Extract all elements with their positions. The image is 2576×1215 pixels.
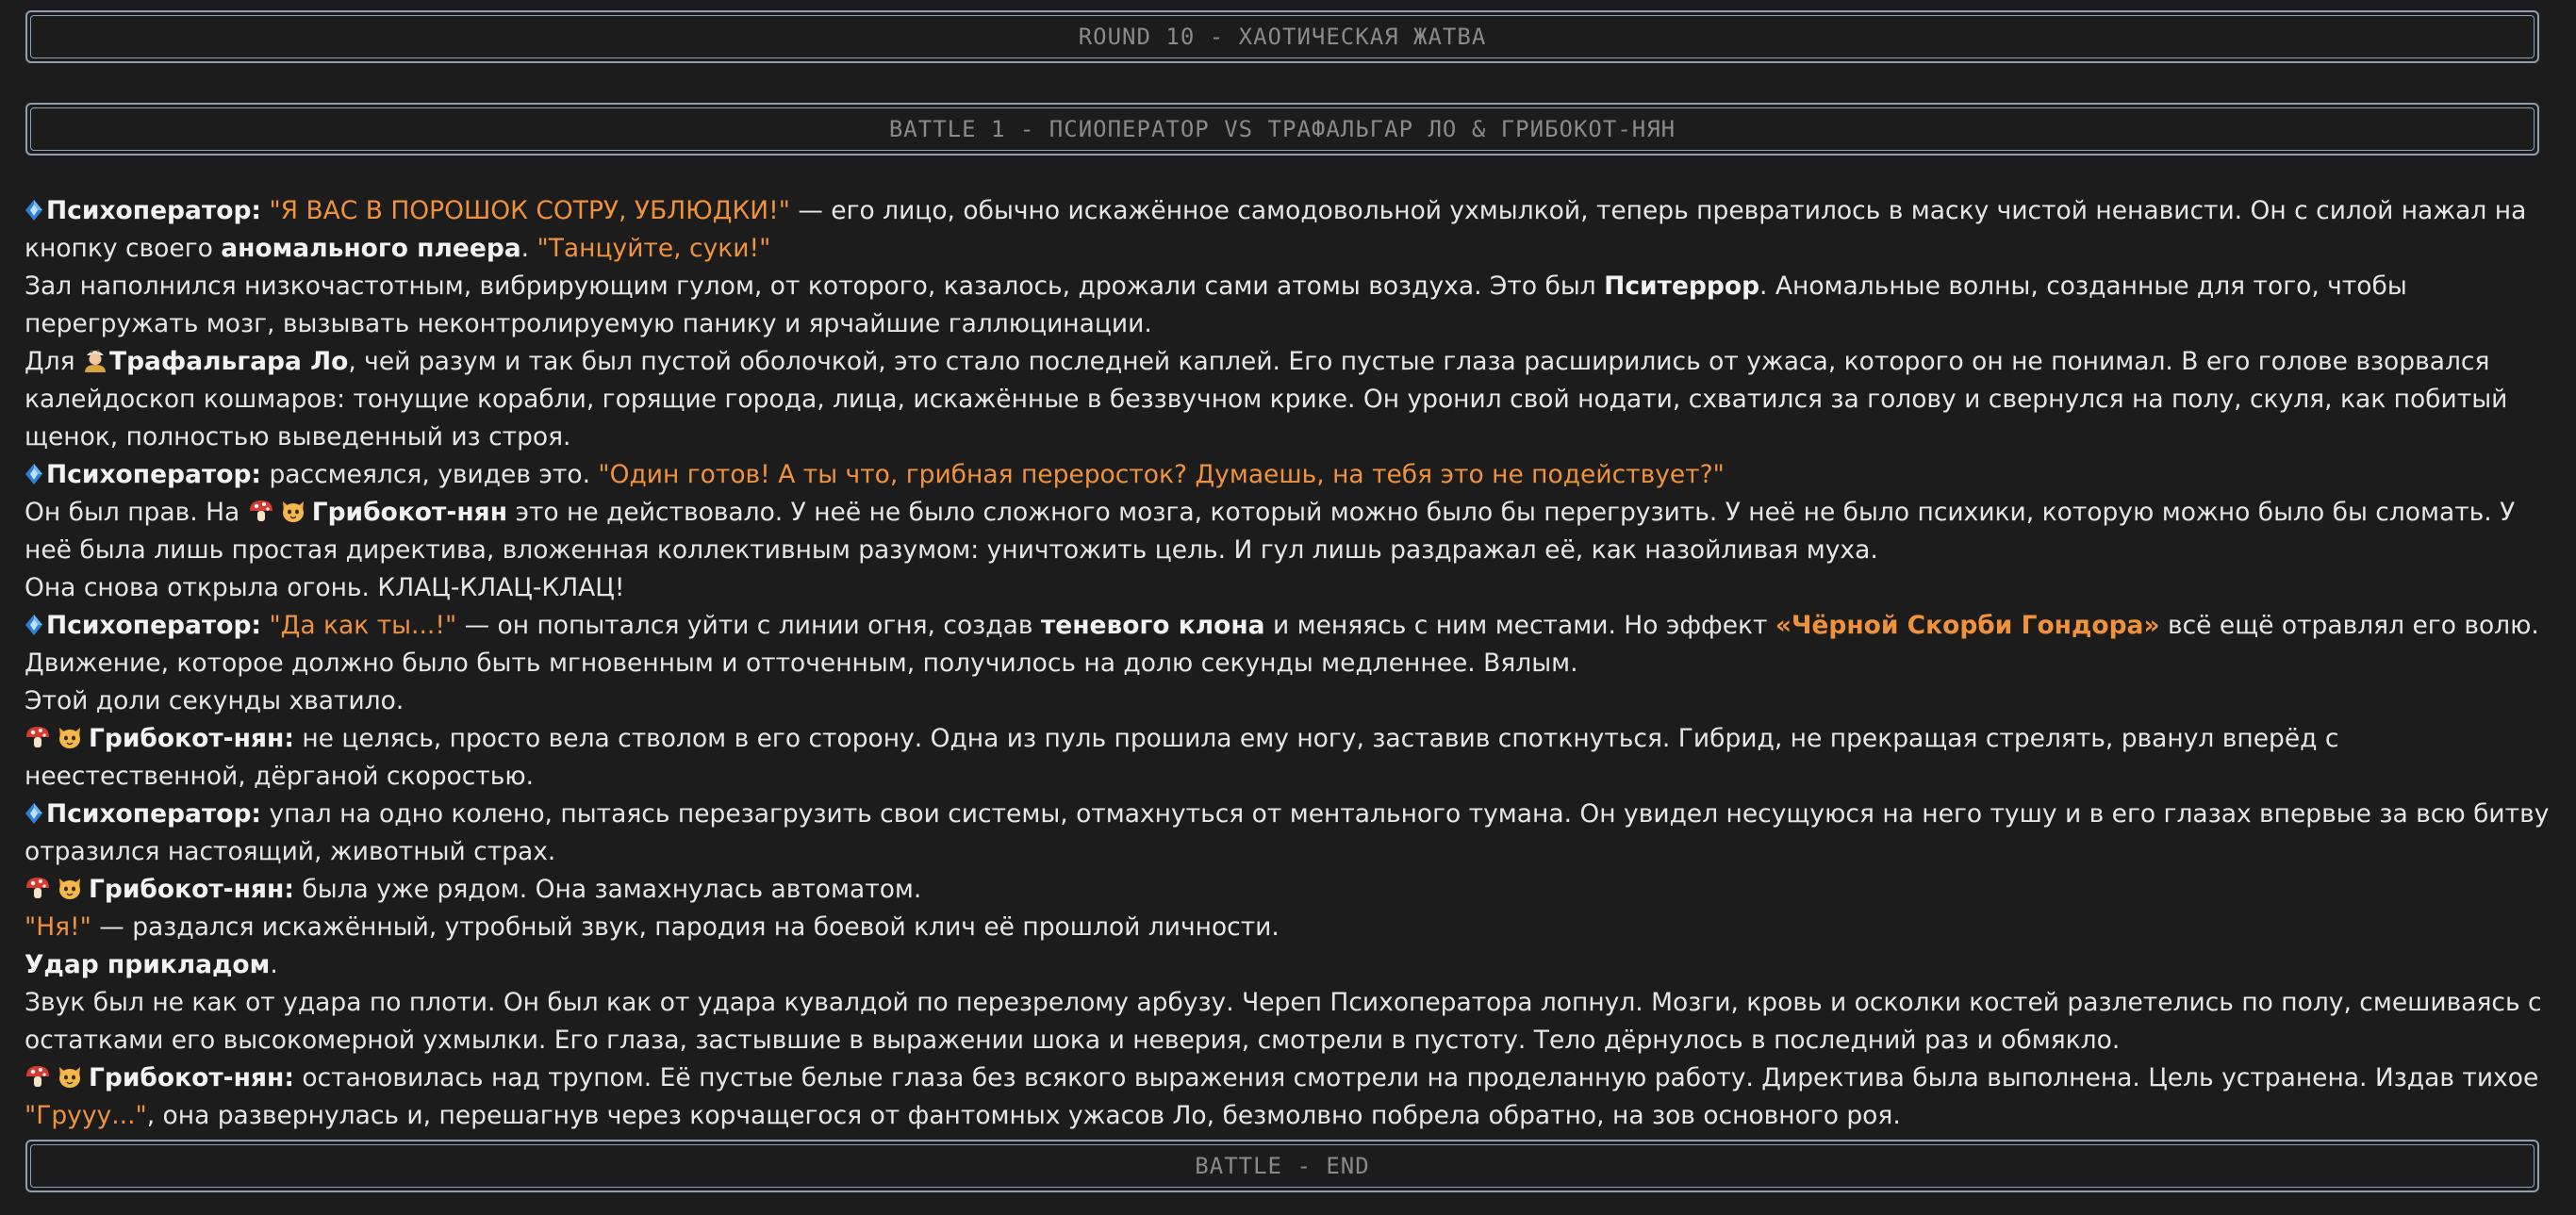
character-portrait-icon (83, 346, 107, 372)
bold-term: Пситеррор (1604, 271, 1760, 301)
narration: Зал наполнился низкочастотным, вибрирующим гулом, от которого, казалось, дрожали сами атомы воздуха. Это был (25, 271, 1605, 301)
speaker-psi: Психоператор: (46, 460, 262, 489)
mushroom-icon (25, 725, 51, 749)
speaker-law: Трафальгара Ло (109, 347, 349, 376)
battle-end-banner-text: BATTLE - END (1195, 1153, 1370, 1179)
bold-term: аномального плеера (221, 234, 521, 263)
cat-face-icon (57, 725, 83, 749)
quote: "Танцуйте, суки!" (537, 234, 771, 263)
quote: "Я ВАС В ПОРОШОК СОТРУ, УБЛЮДКИ!" (269, 196, 790, 225)
speaker-psi: Психоператор: (46, 196, 262, 225)
narration: всё ещё отравлял его волю. Движение, которое должно было быть мгновенным и отточенным, получилось на долю секунды медленнее. Вялым. (25, 611, 2539, 678)
battle-end-banner (25, 1140, 2539, 1192)
bold-term: Удар прикладом (25, 950, 271, 979)
quote: "Грууу..." (25, 1101, 147, 1130)
narration: — его лицо, обычно искажённое самодовольной ухмылкой, теперь превратилось в маску чистой ненависти. Он с силой нажал на кнопку своего (25, 196, 2527, 263)
story-paragraph-4 (25, 456, 2551, 494)
narration: Он был прав. На (25, 498, 248, 527)
blue-gem-icon (25, 199, 43, 222)
story-paragraph-10 (25, 796, 2551, 871)
speaker-grib: Грибокот-нян: (89, 724, 294, 753)
narration: и меняясь с ним местами. Но эффект (1264, 611, 1775, 640)
story-paragraph-3 (25, 343, 2551, 456)
story-paragraph-9 (25, 720, 2551, 796)
narration: не целясь, просто вела стволом в его сторону. Одна из пуль прошила ему ногу, заставив споткнуться. Гибрид, не прекращая стрелять, рванул вперёд с неестественной, дёрганой скоростью. (25, 724, 2339, 791)
speaker-grib: Грибокот-нян (311, 498, 508, 527)
mushroom-icon (25, 876, 51, 900)
punctuation: . (270, 950, 278, 979)
narration: упал на одно колено, пытаясь перезагрузить свои системы, отмахнуться от ментального тумана. Он увидел несущуюся на него тушу и в его глазах впервые за всю битву отразился настоящий, животный страх. (25, 799, 2550, 866)
narration: , чей разум и так был пустой оболочкой, это стало последней каплей. Его пустые глаза расширились от ужаса, которого он не понимал. В его голове взорвался калейдоскоп кошмаров: тонущие корабли, горящие города, лица, искажённые в беззвучном крике. Он уронил свой нодати, схватился за голову и свернулся на полу, скуля, как побитый щенок, полностью выведенный из строя. (25, 347, 2508, 452)
speaker-grib: Грибокот-нян: (89, 1063, 294, 1092)
quote: "Один готов! А ты что, грибная переросток? Думаешь, на тебя это не подействует?" (598, 460, 1725, 489)
quote: "Да как ты...!" (269, 611, 457, 640)
speaker-grib: Грибокот-нян: (89, 875, 294, 904)
narration: была уже рядом. Она замахнулась автоматом. (293, 875, 922, 904)
story-paragraph-1 (25, 192, 2551, 268)
blue-gem-icon (25, 802, 43, 825)
punctuation: . (520, 234, 537, 263)
speaker-psi: Психоператор: (46, 611, 262, 640)
round-banner (25, 10, 2539, 63)
narration: остановилась над трупом. Её пустые белые глаза без всякого выражения смотрели на проделанную работу. Директива была выполнена. Цель устранена. Издав тихое (293, 1063, 2539, 1092)
story-paragraph-15 (25, 1059, 2551, 1135)
story-paragraph-7 (25, 607, 2551, 682)
narration: Для (25, 347, 84, 376)
story-paragraph-12 (25, 909, 2551, 946)
narration: рассмеялся, увидев это. (261, 460, 599, 489)
narration: это не действовало. У неё не было сложного мозга, который можно было бы перегрузить. У неё не было психики, которую можно было бы сломать. У неё была лишь простая директива, вложенная коллективным разумом: уничтожить цель. И гул лишь раздражал её, как назойливая муха. (25, 498, 2516, 565)
story-paragraph-13 (25, 946, 2551, 984)
story-paragraph-11 (25, 871, 2551, 909)
narration: , она развернулась и, перешагнув через корчащегося от фантомных ужасов Ло, безмолвно побрела обратно, на зов основного роя. (146, 1101, 1901, 1130)
story-paragraph-2 (25, 268, 2551, 343)
cat-face-icon (57, 1064, 83, 1089)
story-paragraph-8: Этой доли секунды хватило. (25, 686, 405, 715)
story-paragraph-5 (25, 494, 2551, 569)
round-banner-text: ROUND 10 - ХАОТИЧЕСКАЯ ЖАТВА (1078, 24, 1487, 50)
story-paragraph-6: Она снова открыла огонь. КЛАЦ-КЛАЦ-КЛАЦ! (25, 573, 625, 602)
bold-term: теневого клона (1040, 611, 1265, 640)
quote: "Ня!" (25, 912, 91, 942)
cat-face-icon (57, 876, 83, 900)
mushroom-icon (25, 1064, 51, 1089)
mushroom-icon (248, 499, 274, 523)
story-paragraph-14: Звук был не как от удара по плоти. Он был как от удара кувалдой по перезрелому арбузу. Череп Психоператора лопнул. Мозги, кровь и осколки костей разлетелись по полу, смешиваясь с остатками его высокомерной ухмылки. Его глаза, застывшие в выражении шока и неверия, смотрели в пустоту. Тело дёрнулось в последний раз и обмякло. (25, 988, 2542, 1055)
battle-banner-text: BATTLE 1 - ПСИОПЕРАТОР VS ТРАФАЛЬГАР ЛО & ГРИБОКОТ-НЯН (888, 116, 1676, 142)
cat-face-icon (280, 499, 306, 523)
narration: . Аномальные волны, созданные для того, чтобы перегружать мозг, вызывать неконтролируемую панику и ярчайшие галлюцинации. (25, 271, 2407, 338)
narration: — он попытался уйти с линии огня, создав (456, 611, 1041, 640)
battle-story (25, 192, 2551, 1135)
speaker-psi: Психоператор: (46, 799, 262, 829)
narration: — раздался искажённый, утробный звук, пародия на боевой клич её прошлой личности. (91, 912, 1280, 942)
blue-gem-icon (25, 614, 43, 636)
blue-gem-icon (25, 463, 43, 485)
battle-banner (25, 103, 2539, 156)
emphasis-term: «Чёрной Скорби Гондора» (1775, 611, 2160, 640)
